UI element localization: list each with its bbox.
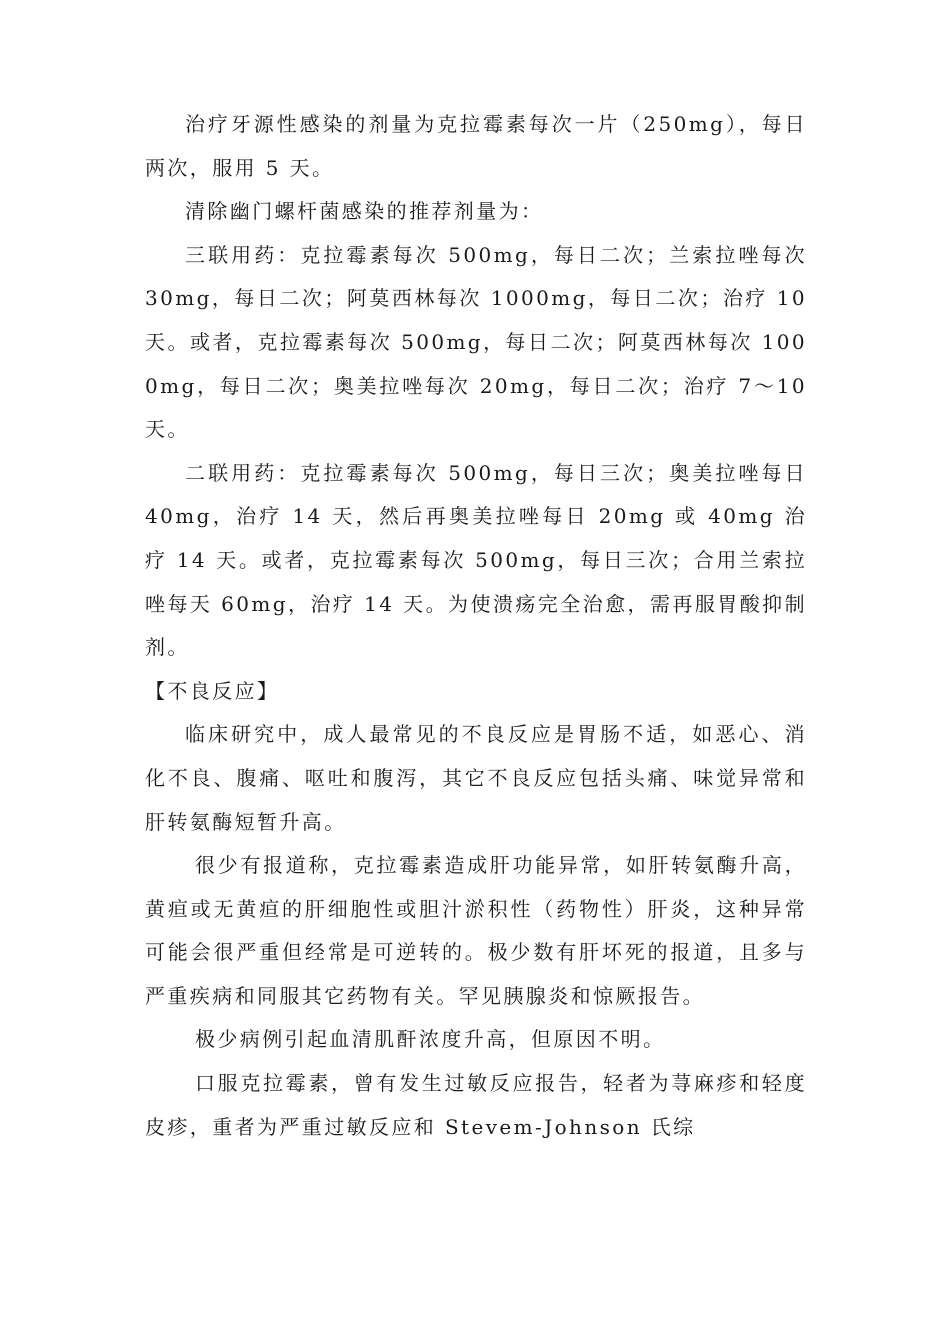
paragraph-common-reactions: 临床研究中，成人最常见的不良反应是胃肠不适，如恶心、消化不良、腹痛、呕吐和腹泻，其它不良反应包括头痛、味觉异常和肝转氨酶短暂升高。	[145, 722, 807, 834]
section-heading-adverse-reactions: 【不良反应】	[145, 678, 280, 703]
document-body	[145, 103, 807, 1149]
paragraph-triple-therapy: 三联用药：克拉霉素每次 500mg，每日二次；兰索拉唑每次 30mg，每日二次；阿莫西林每次 1000mg，每日二次；治疗 10 天。或者，克拉霉素每次 500mg，每日二次；阿莫西林每次 1000mg，每日二次；奥美拉唑每次 20mg，每日二次；治疗 7～10 天。	[145, 242, 807, 442]
paragraph-allergy: 口服克拉霉素，曾有发生过敏反应报告，轻者为荨麻疹和轻度皮疹，重者为严重过敏反应和 Stevem-Johnson 氏综	[145, 1071, 807, 1139]
paragraph-h-pylori-intro: 清除幽门螺杆菌感染的推荐剂量为：	[185, 199, 544, 224]
paragraph-dosage-dental: 治疗牙源性感染的剂量为克拉霉素每次一片（250mg），每日两次，服用 5 天。	[145, 112, 807, 180]
paragraph-liver-reactions: 很少有报道称，克拉霉素造成肝功能异常，如肝转氨酶升高，黄疸或无黄疸的肝细胞性或胆汁淤积性（药物性）肝炎，这种异常可能会很严重但经常是可逆转的。极少数有肝坏死的报道，且多与严重疾病和同服其它药物有关。罕见胰腺炎和惊厥报告。	[145, 853, 807, 1008]
paragraph-creatinine: 极少病例引起血清肌酐浓度升高，但原因不明。	[195, 1027, 666, 1052]
paragraph-dual-therapy: 二联用药：克拉霉素每次 500mg，每日三次；奥美拉唑每日 40mg，治疗 14 天，然后再奥美拉唑每日 20mg 或 40mg 治疗 14 天。或者，克拉霉素每次 500mg，每日三次；合用兰索拉唑每天 60mg，治疗 14 天。为使溃疡完全治愈，需再服胃酸抑制剂。	[145, 460, 807, 660]
